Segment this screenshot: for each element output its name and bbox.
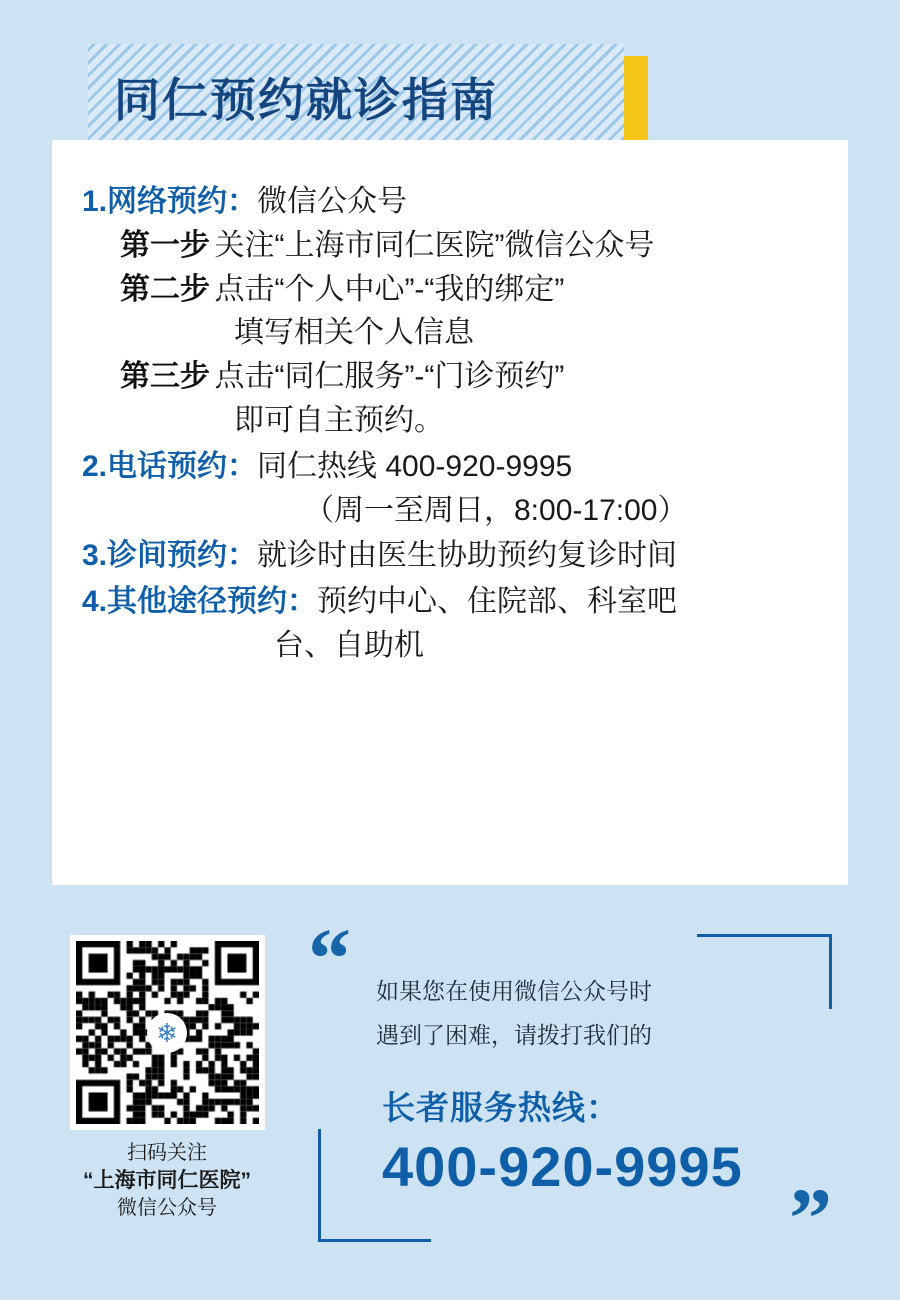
qr-code-icon[interactable] xyxy=(70,935,265,1130)
guide-item-1-step-3-line-1: 点击“同仁服务”-“门诊预约” xyxy=(214,360,565,394)
guide-item-3-value: 就诊时由医生协助预约复诊时间 xyxy=(257,539,678,573)
guide-item-1-lead: 网络预约： xyxy=(107,185,258,218)
hotline-label: 长者服务热线： xyxy=(382,1089,620,1126)
guide-item-3 xyxy=(82,534,824,578)
qr-caption-line-2: “上海市同仁医院” xyxy=(83,1169,251,1192)
guide-item-2-value: 同仁热线 400-920-9995 xyxy=(257,449,573,483)
guide-item-4-number: 4. xyxy=(82,585,108,619)
guide-item-1-step-2-line-1: 点击“个人中心”-“我的绑定” xyxy=(214,272,565,306)
guide-item-2 xyxy=(82,445,824,533)
qr-block xyxy=(62,935,272,1222)
guide-item-2-extra: （周一至周日，8:00-17:00） xyxy=(304,493,688,527)
guide-item-3-number: 3. xyxy=(82,539,108,573)
footer-section xyxy=(0,900,900,1300)
guide-item-3-lead: 诊间预约： xyxy=(107,539,258,573)
guide-item-4-value: 预约中心、住院部、科室吧 xyxy=(317,585,678,619)
quote-close-icon: ” xyxy=(789,1170,832,1266)
qr-caption-line-1: 扫码关注 xyxy=(127,1142,207,1164)
quote-open-icon: “ xyxy=(308,910,351,1006)
guide-item-1-step-2-line-2: 填写相关个人信息 xyxy=(234,316,474,350)
quote-box xyxy=(300,910,840,1266)
quote-text xyxy=(376,970,796,1057)
page-title: 同仁预约就诊指南 xyxy=(114,74,498,126)
guide-item-1-step-2-label: 第二步 xyxy=(120,272,210,306)
snowflake-logo-icon: ❄ xyxy=(147,1013,187,1053)
guide-item-1-step-1-label: 第一步 xyxy=(120,228,210,262)
quote-text-line-2: 遇到了困难，请拨打我们的 xyxy=(376,1021,652,1048)
guide-item-4-extra: 台、自助机 xyxy=(274,628,424,662)
guide-item-2-lead: 电话预约： xyxy=(107,449,258,483)
quote-text-line-1: 如果您在使用微信公众号时 xyxy=(376,978,652,1004)
header-banner xyxy=(88,40,648,152)
guide-item-1-step-1-line-1: 关注“上海市同仁医院”微信公众号 xyxy=(214,228,655,262)
guide-item-4 xyxy=(82,580,824,668)
header-stripe-block xyxy=(88,44,624,140)
guide-item-1-step-3-label: 第三步 xyxy=(120,360,210,394)
guide-item-1-value: 微信公众号 xyxy=(257,185,408,218)
guide-item-1-number: 1. xyxy=(82,185,108,218)
guide-item-1 xyxy=(82,180,824,443)
guide-item-2-number: 2. xyxy=(82,449,108,483)
guide-item-1-step-3-line-2: 即可自主预约。 xyxy=(234,403,444,437)
hotline-number[interactable]: 400-920-9995 xyxy=(382,1135,743,1198)
qr-caption xyxy=(62,1140,272,1222)
guide-list xyxy=(82,180,824,670)
qr-caption-line-3: 微信公众号 xyxy=(117,1197,217,1220)
guide-item-4-lead: 其他途径预约： xyxy=(107,585,318,619)
guide-card xyxy=(52,140,848,885)
